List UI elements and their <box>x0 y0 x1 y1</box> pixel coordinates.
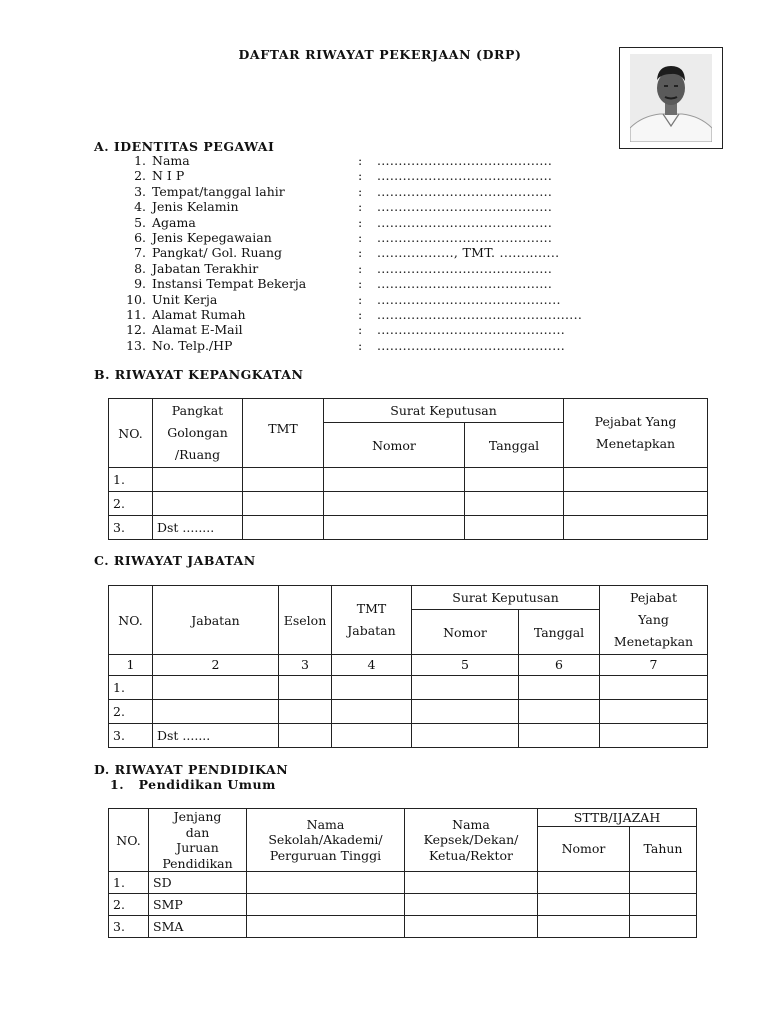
photo-frame <box>619 47 723 149</box>
empty-cell <box>412 724 519 748</box>
header-sekolah-line1: Nama <box>306 816 345 832</box>
empty-cell <box>405 872 538 894</box>
identity-colon: : <box>358 276 363 292</box>
empty-cell <box>564 516 708 540</box>
row-no: 2. <box>109 894 149 916</box>
identity-value-dots: ......................................... <box>377 260 553 276</box>
empty-cell <box>243 492 324 516</box>
empty-cell <box>247 894 405 916</box>
header-pangkat-line1: Pangkat <box>171 403 224 418</box>
empty-cell <box>538 872 630 894</box>
identity-value-dots: ......................................... <box>377 230 553 245</box>
col-number: 7 <box>600 655 708 676</box>
row-no: 1. <box>109 468 153 492</box>
jabatan-table <box>108 585 708 748</box>
empty-cell <box>519 724 600 748</box>
identity-colon: : <box>358 322 363 338</box>
header-sttb-ijazah: STTB/IJAZAH <box>538 809 697 827</box>
header-no: NO. <box>109 586 153 655</box>
empty-cell <box>412 700 519 724</box>
header-jenjang-line1: Jenjang <box>173 809 222 824</box>
identity-label: Pangkat/ Gol. Ruang <box>152 245 283 261</box>
section-a-heading: A. IDENTITAS PEGAWAI <box>94 139 275 154</box>
header-jenjang-line2: dan <box>185 824 210 840</box>
empty-cell <box>332 700 412 724</box>
identity-number: 8. <box>134 260 146 276</box>
identity-label: Unit Kerja <box>152 291 218 307</box>
header-pejabat <box>564 399 708 468</box>
identity-number: 5. <box>134 214 146 230</box>
identity-value-dots: .................., TMT. .............. <box>377 245 560 261</box>
header-no: NO. <box>109 399 153 468</box>
header-pejabat-line3: Menetapkan <box>613 634 694 649</box>
empty-cell <box>324 492 465 516</box>
row-no: 3. <box>109 516 153 540</box>
identity-label: Alamat Rumah <box>152 307 246 322</box>
row-jabatan: Dst ....... <box>153 724 279 748</box>
header-pangkat <box>153 399 243 468</box>
identity-number: 9. <box>134 276 146 292</box>
empty-cell <box>465 468 564 492</box>
row-no: 2. <box>109 492 153 516</box>
document-title: DAFTAR RIWAYAT PEKERJAAN (DRP) <box>238 47 522 62</box>
header-tahun: Tahun <box>630 826 697 871</box>
identity-number: 11. <box>126 307 146 322</box>
identity-number: 10. <box>126 291 146 307</box>
empty-cell <box>243 516 324 540</box>
employee-photo <box>630 54 712 142</box>
identity-value-dots: ................................................ <box>377 307 583 322</box>
identity-value-dots: ............................................ <box>377 337 566 353</box>
table-row <box>109 468 708 492</box>
empty-cell <box>564 468 708 492</box>
table-row <box>109 872 697 894</box>
header-kepsek-line2: Kepsek/Dekan/ <box>423 832 519 848</box>
header-surat-keputusan: Surat Keputusan <box>324 399 564 423</box>
identity-colon: : <box>358 260 363 276</box>
empty-cell <box>519 700 600 724</box>
empty-cell <box>279 724 332 748</box>
table-row <box>109 916 697 938</box>
identity-number: 2. <box>134 168 146 184</box>
header-kepsek-line3: Ketua/Rektor <box>428 847 514 863</box>
empty-cell <box>405 916 538 938</box>
empty-cell <box>630 894 697 916</box>
identity-list <box>110 153 630 358</box>
header-jabatan: Jabatan <box>153 586 279 655</box>
row-pangkat <box>153 492 243 516</box>
header-pejabat <box>600 586 708 655</box>
empty-cell <box>412 676 519 700</box>
empty-cell <box>630 872 697 894</box>
header-tanggal: Tanggal <box>465 423 564 468</box>
identity-label: N I P <box>152 168 185 184</box>
row-jenjang: SMA <box>149 916 247 938</box>
identity-value-dots: ............................................ <box>377 322 566 338</box>
header-eselon: Eselon <box>279 586 332 655</box>
identity-colon: : <box>358 168 363 184</box>
identity-value-dots: ......................................... <box>377 276 553 292</box>
table-row <box>109 724 708 748</box>
empty-cell <box>332 676 412 700</box>
identity-number: 4. <box>134 199 146 215</box>
col-number: 3 <box>279 655 332 676</box>
table-row <box>109 516 708 540</box>
col-number: 4 <box>332 655 412 676</box>
identity-colon: : <box>358 183 363 199</box>
column-number-row <box>109 655 708 676</box>
identity-value-dots: ......................................... <box>377 199 553 215</box>
identity-colon: : <box>358 307 363 322</box>
identity-number: 3. <box>134 183 146 199</box>
header-sekolah-line2: Sekolah/Akademi/ <box>268 832 383 848</box>
header-jenjang-line4: Pendidikan <box>162 855 233 871</box>
table-row <box>109 492 708 516</box>
empty-cell <box>465 492 564 516</box>
person-photo-icon <box>630 54 712 142</box>
header-tmt-line1: TMT <box>356 601 387 616</box>
row-no: 2. <box>109 700 153 724</box>
header-nomor: Nomor <box>412 610 519 655</box>
header-nomor: Nomor <box>538 826 630 871</box>
empty-cell <box>247 872 405 894</box>
identity-value-dots: ......................................... <box>377 183 553 199</box>
row-pangkat <box>153 468 243 492</box>
header-pejabat-line2: Yang <box>638 612 669 627</box>
section-d-subheading: 1. Pendidikan Umum <box>110 777 276 792</box>
table-row <box>109 676 708 700</box>
empty-cell <box>564 492 708 516</box>
header-no: NO. <box>109 809 149 872</box>
empty-cell <box>332 724 412 748</box>
identity-colon: : <box>358 291 363 307</box>
empty-cell <box>519 676 600 700</box>
section-b-heading: B. RIWAYAT KEPANGKATAN <box>94 367 304 382</box>
col-number: 2 <box>153 655 279 676</box>
kepangkatan-table <box>108 398 708 540</box>
identity-value-dots: ........................................... <box>377 291 561 307</box>
col-number: 1 <box>109 655 153 676</box>
empty-cell <box>538 894 630 916</box>
col-number: 5 <box>412 655 519 676</box>
identity-label: Nama <box>152 153 190 168</box>
row-jabatan <box>153 700 279 724</box>
table-row <box>109 894 697 916</box>
header-pangkat-line3: /Ruang <box>174 447 221 462</box>
row-no: 3. <box>109 724 153 748</box>
empty-cell <box>600 700 708 724</box>
header-nama-sekolah <box>247 809 405 872</box>
empty-cell <box>279 676 332 700</box>
empty-cell <box>465 516 564 540</box>
empty-cell <box>405 894 538 916</box>
empty-cell <box>279 700 332 724</box>
section-d-heading: D. RIWAYAT PENDIDIKAN <box>94 762 289 777</box>
identity-number: 1. <box>134 153 146 168</box>
identity-colon: : <box>358 245 363 261</box>
header-tanggal: Tanggal <box>519 610 600 655</box>
empty-cell <box>324 468 465 492</box>
identity-value-dots: ......................................... <box>377 214 553 230</box>
header-sekolah-line3: Perguruan Tinggi <box>269 847 382 863</box>
identity-number: 7. <box>134 245 146 261</box>
identity-label: Instansi Tempat Bekerja <box>152 276 307 292</box>
identity-colon: : <box>358 337 363 353</box>
identity-colon: : <box>358 199 363 215</box>
empty-cell <box>247 916 405 938</box>
row-jabatan <box>153 676 279 700</box>
empty-cell <box>243 468 324 492</box>
table-row <box>109 700 708 724</box>
identity-colon: : <box>358 214 363 230</box>
header-surat-keputusan: Surat Keputusan <box>412 586 600 610</box>
header-nomor: Nomor <box>324 423 465 468</box>
section-c-heading: C. RIWAYAT JABATAN <box>94 553 256 568</box>
identity-number: 13. <box>126 337 146 353</box>
header-pejabat-line1: Pejabat Yang <box>594 414 677 429</box>
pendidikan-table <box>108 808 697 938</box>
identity-label: No. Telp./HP <box>152 337 233 353</box>
identity-label: Jenis Kepegawaian <box>152 230 272 245</box>
header-pangkat-line2: Golongan <box>167 425 228 440</box>
empty-cell <box>600 676 708 700</box>
header-kepsek-line1: Nama <box>452 816 490 832</box>
identity-label: Agama <box>152 214 196 230</box>
identity-colon: : <box>358 230 363 245</box>
identity-label: Jenis Kelamin <box>152 199 239 215</box>
identity-number: 12. <box>126 322 146 338</box>
row-no: 1. <box>109 676 153 700</box>
row-no: 1. <box>109 872 149 894</box>
row-no: 3. <box>109 916 149 938</box>
identity-value-dots: ......................................... <box>377 168 553 184</box>
identity-value-dots: ......................................... <box>377 153 553 168</box>
identity-colon: : <box>358 153 363 168</box>
row-jenjang: SMP <box>149 894 247 916</box>
header-jenjang <box>149 809 247 872</box>
empty-cell <box>630 916 697 938</box>
col-number: 6 <box>519 655 600 676</box>
header-tmt: TMT <box>243 399 324 468</box>
identity-label: Tempat/tanggal lahir <box>152 183 285 199</box>
row-pangkat: Dst ........ <box>153 516 243 540</box>
empty-cell <box>600 724 708 748</box>
header-pejabat-line1: Pejabat <box>629 590 678 605</box>
header-pejabat-line2: Menetapkan <box>595 436 676 451</box>
identity-label: Jabatan Terakhir <box>152 260 259 276</box>
header-jenjang-line3: Juruan <box>176 840 219 855</box>
empty-cell <box>538 916 630 938</box>
identity-label: Alamat E-Mail <box>152 322 243 338</box>
header-tmt-line2: Jabatan <box>347 623 396 638</box>
empty-cell <box>324 516 465 540</box>
identity-number: 6. <box>134 230 146 245</box>
header-nama-kepsek <box>405 809 538 872</box>
header-tmt-jabatan <box>332 586 412 655</box>
row-jenjang: SD <box>149 872 247 894</box>
